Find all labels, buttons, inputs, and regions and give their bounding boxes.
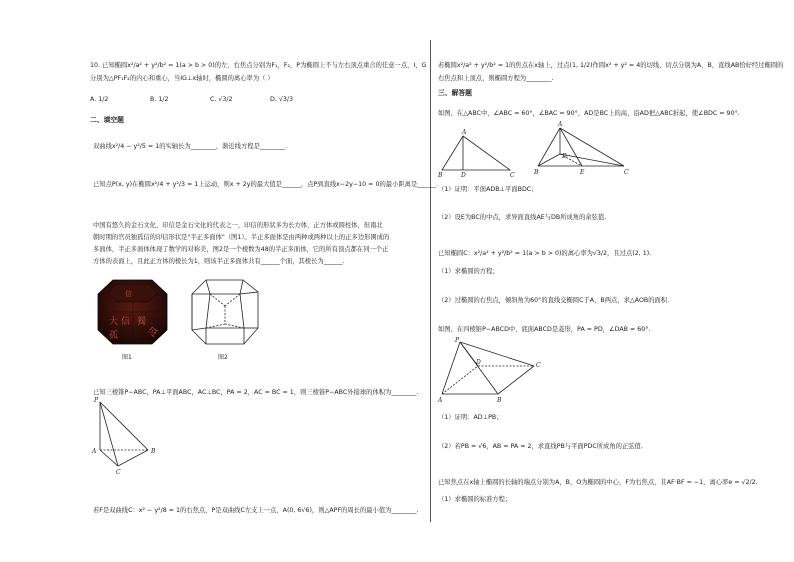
- q-fold-part1: （1）证明：平面ADB⊥平面BDC；: [438, 186, 538, 193]
- section3-title: 三、解答题: [438, 89, 472, 97]
- q-fold-line1: 如图，在△ABC中，∠ABC = 60°，∠BAC = 90°，AD是BC上的高，沿AD把△ABC折起，使∠BDC = 90°.: [438, 110, 740, 117]
- fold-3d-label-e: E: [580, 169, 585, 176]
- fold-3d-label-d: D: [562, 153, 567, 160]
- figure2-caption: 图2: [218, 354, 228, 361]
- q-hyperbola: 双曲线x²/4 − y²/5 = 1的实轴长为________，渐近线方程是________.: [93, 143, 288, 150]
- pyramid-label-c: C: [116, 469, 121, 476]
- rhombus-label-c: C: [536, 362, 541, 369]
- seal-photo: [95, 276, 170, 346]
- q-pyramid: 已知三棱锥P−ABC，PA⊥平面ABC，AC⊥BC，PA = 2，AC = BC = 1，则三棱锥P−ABC外接球的体积为________.: [93, 389, 419, 396]
- svg-text:信: 信: [125, 290, 132, 298]
- pyramid-label-p: P: [94, 397, 99, 404]
- q-last-line1: 已知焦点在x轴上椭圆的长轴的端点分别为A，B，O为椭圆的中心，F为右焦点，且AF·BF = −1，离心率e = √2/2.: [438, 479, 758, 486]
- rhombus-label-b: B: [497, 397, 502, 404]
- q-last-part1: （1）求椭圆的标准方程；: [438, 496, 512, 503]
- fold-flat-label-d: D: [461, 172, 466, 179]
- column-divider: [430, 40, 431, 522]
- q-fold-part2: （2）设E为BC的中点，求异面直线AE与DB所成角的余弦值.: [438, 214, 607, 221]
- q-ellipse-ecc-part1: （1）求椭圆的方程；: [438, 268, 499, 275]
- q-hyperbola-f: 若F是双曲线C：x² − y²/8 = 1的右焦点，P是双曲线C左支上一点，A(0, 6√6)，则△APF的周长的最小值为________.: [93, 507, 419, 514]
- svg-text:信: 信: [121, 317, 131, 327]
- pyramid-label-b: B: [151, 448, 156, 455]
- figure1-caption: 图1: [122, 354, 132, 361]
- fold-flat-label-c: C: [510, 172, 515, 179]
- q-seal-line1: 中国有悠久的金石文化，印信是金石文化的代表之一，印信的形状多为长方体、正方体或圆柱体，但南北: [93, 222, 383, 229]
- q10-line2: 分别为△PF₁F₂的内心和重心，当IG⊥x轴时，椭圆的离心率为（ ）: [90, 75, 274, 82]
- q10-option-c: C. √3/2: [210, 96, 233, 103]
- q-rhombus-part1: （1）证明：AD⊥PB；: [438, 414, 503, 421]
- fold-3d-figure: [534, 122, 634, 178]
- q-ellipse-point: 已知点P(x, y)在椭圆x²/4 + y²/3 = 1上运动，则x + 2y的最大值是______，点P到直线x−2y−10 = 0的最小距离是______.: [93, 181, 439, 188]
- fold-3d-label-a: A: [558, 121, 563, 128]
- q-rhombus-line1: 如图，在四棱锥P−ABCD中，底面ABCD是菱形，PA = PD，∠DAB = 60°.: [438, 326, 651, 333]
- q-ellipse-tangent-line2: 右焦点和上顶点，则椭圆方程为________.: [438, 75, 554, 82]
- q10-option-b: B. 1/2: [150, 96, 169, 103]
- q-seal-line4: 方体的表面上，且此正方体的棱长为1，则该半正多面体共有______个面，其棱长为______.: [93, 258, 345, 265]
- fold-3d-label-b: B: [534, 169, 539, 176]
- fold-flat-label-b: B: [438, 172, 443, 179]
- fold-3d-label-c: C: [624, 169, 629, 176]
- rhombus-label-a: A: [438, 397, 443, 404]
- section2-title: 二、填空题: [90, 116, 124, 124]
- q-seal-line2: 朝时期的官员独孤信的印信形状是"半正多面体"（图1）。半正多面体是由两种或两种以上的正多边形围成的: [93, 234, 390, 241]
- rhombus-label-d: D: [476, 359, 481, 366]
- q10-option-d: D. √3/3: [270, 96, 293, 103]
- svg-text:孤: 孤: [109, 331, 119, 341]
- q10-option-a: A. 1/2: [90, 96, 109, 103]
- fold-flat-label-a: A: [462, 129, 467, 136]
- svg-text:令: 令: [147, 326, 158, 339]
- fold-flat-figure: [438, 130, 518, 178]
- q-ellipse-ecc-line1: 已知椭圆C：x²/a² + y²/b² = 1(a > b > 0)的离心率为√3/2，且过点(2, 1).: [438, 250, 652, 257]
- q-rhombus-part2: （2）若PB = √6，AB = PA = 2，求直线PB与平面PDC所成角的正弦值.: [438, 443, 643, 450]
- polyhedron-figure: [188, 276, 263, 348]
- q-ellipse-tangent-line1: 若椭圆x²/a² + y²/b² = 1的焦点在x轴上，过点(1, 1/2)作圆x² + y² = 4的切线，切点分别为A，B，直线AB恰好经过椭圆的: [438, 62, 784, 69]
- rhombus-pyramid-figure: [438, 336, 548, 406]
- q10-line1: 10. 已知椭圆x²/a² + y²/b² = 1(a > b > 0)的左、右焦点分别为F₁，F₂，P为椭圆上不与左右顶点重合的任意一点，I，G: [90, 62, 427, 69]
- rhombus-label-p: P: [455, 337, 460, 344]
- q-seal-line3: 多面体，半正多面体体现了数学的对称美，图2是一个棱数为48的半正多面体，它的所有顶点都在同一个正: [93, 246, 389, 253]
- q-ellipse-ecc-part2: （2）过椭圆的右焦点，倾斜角为60°的直线交椭圆C于A，B两点，求△AOB的面积.: [438, 297, 670, 304]
- pyramid-label-a: A: [92, 448, 97, 455]
- svg-text:獨: 獨: [137, 317, 147, 327]
- pyramid-figure: [92, 396, 162, 474]
- svg-text:大: 大: [109, 317, 119, 327]
